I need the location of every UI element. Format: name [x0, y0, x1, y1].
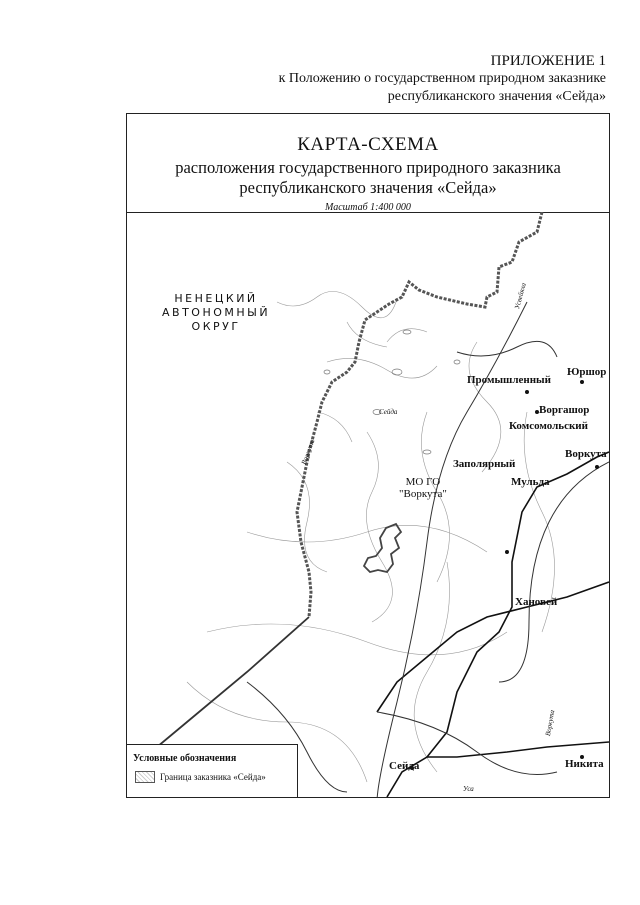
region-label-line-1: НЕНЕЦКИЙ	[174, 292, 258, 305]
river-label: Воркута	[299, 438, 317, 466]
river-label: Сейда	[379, 408, 398, 416]
map-title: КАРТА-СХЕМА	[297, 134, 439, 155]
municipality-label	[399, 476, 447, 500]
region-label-line-2: АВТОНОМНЫЙ	[162, 306, 271, 319]
map-legend	[127, 744, 298, 797]
municipality-label-line-2: "Воркута"	[399, 488, 447, 500]
appendix-subtitle-2: республиканского значения «Сейда»	[387, 89, 606, 104]
municipality-label-line-1: МО ГО	[405, 476, 441, 488]
appendix-title: ПРИЛОЖЕНИЕ 1	[490, 53, 606, 69]
settlement-label: Промышленный	[467, 374, 551, 386]
settlement-label: Юршор	[567, 366, 607, 378]
legend-item-label: Граница заказника «Сейда»	[160, 772, 266, 782]
settlement-label: Заполярный	[453, 458, 516, 470]
river-label: Усвейяха	[513, 281, 528, 311]
map-subtitle-2: республиканского значения «Сейда»	[239, 178, 497, 197]
settlement-label: Комсомольский	[509, 420, 588, 432]
map-frame	[126, 113, 610, 798]
settlement-label: Мульда	[511, 476, 550, 488]
document-header	[279, 52, 606, 106]
region-label	[162, 292, 270, 334]
river-label: Уса	[463, 785, 474, 793]
region-label-line-3: ОКРУГ	[191, 320, 241, 333]
reserve-boundary-swatch-icon	[135, 771, 155, 783]
river-label: Воркута	[543, 709, 557, 737]
settlement-label: Воргашор	[539, 404, 590, 416]
settlement-label: Сейда	[389, 760, 420, 772]
appendix-subtitle-1: к Положению о государственном природном заказнике	[278, 71, 606, 86]
map-title-box	[127, 114, 609, 213]
legend-item	[135, 771, 297, 783]
settlement-label: Никита	[565, 758, 604, 770]
settlement-label: Хановей	[515, 596, 558, 608]
map-scale: Масштаб 1:400 000	[325, 202, 411, 213]
legend-title: Условные обозначения	[133, 753, 237, 764]
map-subtitle-1: расположения государственного природного заказника	[175, 158, 561, 177]
settlement-label: Воркута	[565, 448, 607, 460]
